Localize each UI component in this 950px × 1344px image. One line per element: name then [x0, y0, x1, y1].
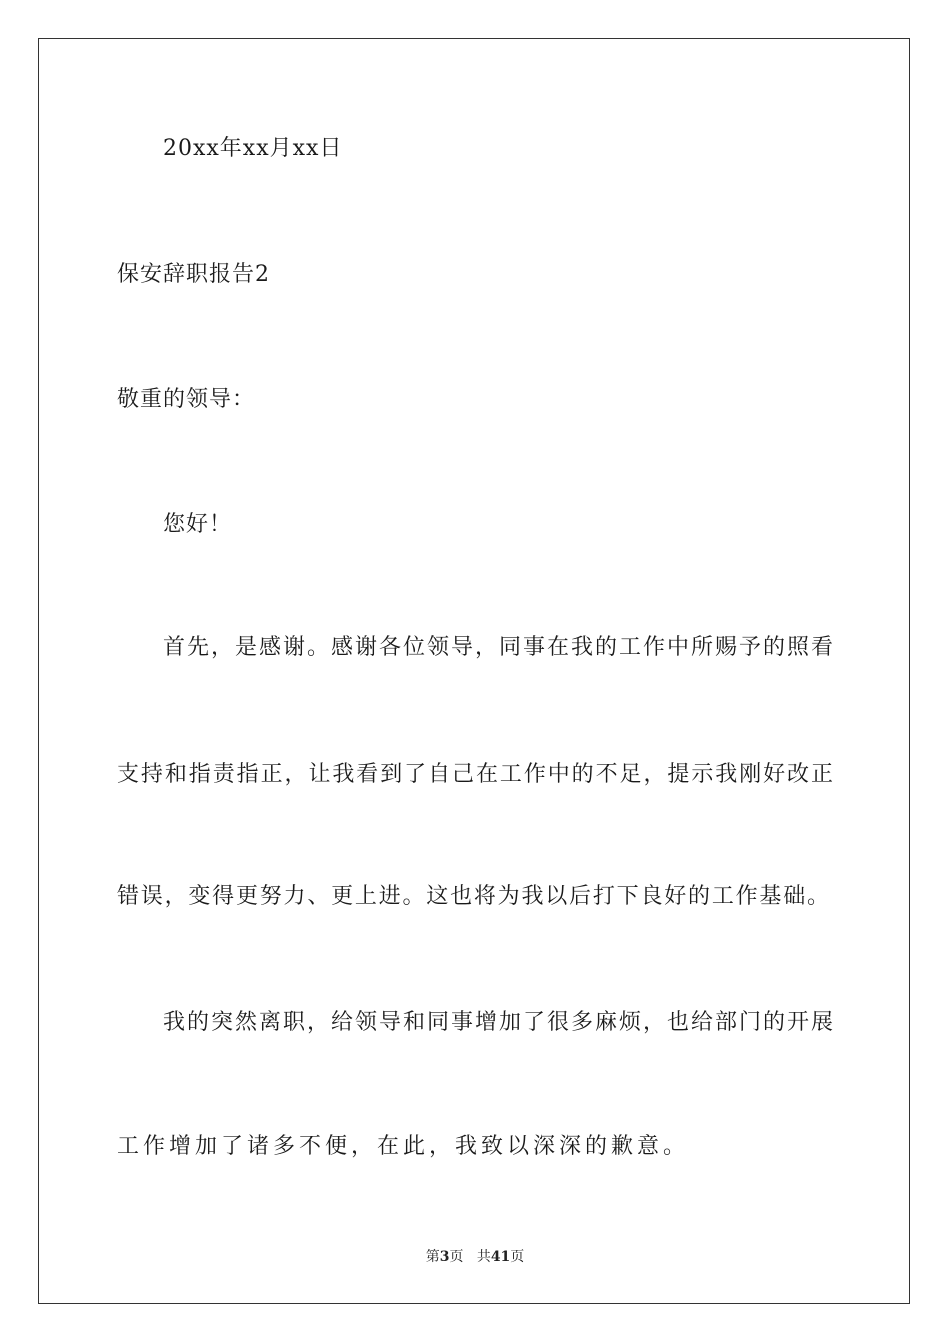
greeting: 您好！ [163, 512, 233, 537]
paragraph-line: 错误，变得更努力、更上进。这也将为我以后打下良好的工作基础。 [117, 884, 829, 909]
paragraph-line: 工作增加了诸多不便，在此，我致以深深的歉意。 [117, 1134, 690, 1159]
footer-total-prefix: 共 [476, 1249, 491, 1265]
date-line: 20xx年xx月xx日 [163, 136, 343, 161]
salutation: 敬重的领导： [117, 387, 256, 412]
section-title: 保安辞职报告2 [117, 262, 270, 287]
page-footer [0, 1247, 950, 1267]
current-page-number: 3 [439, 1249, 450, 1265]
paragraph-line: 首先，是感谢。感谢各位领导，同事在我的工作中所赐予的照看 [163, 635, 833, 660]
footer-prefix: 第 [425, 1249, 440, 1265]
footer-total-suffix: 页 [510, 1249, 525, 1265]
total-pages-number: 41 [490, 1249, 511, 1265]
paragraph-line: 支持和指责指正，让我看到了自己在工作中的不足，提示我刚好改正 [117, 762, 833, 787]
page-frame [38, 38, 910, 1304]
paragraph-line: 我的突然离职，给领导和同事增加了很多麻烦，也给部门的开展 [163, 1010, 833, 1035]
footer-page-suffix: 页 [449, 1249, 464, 1265]
